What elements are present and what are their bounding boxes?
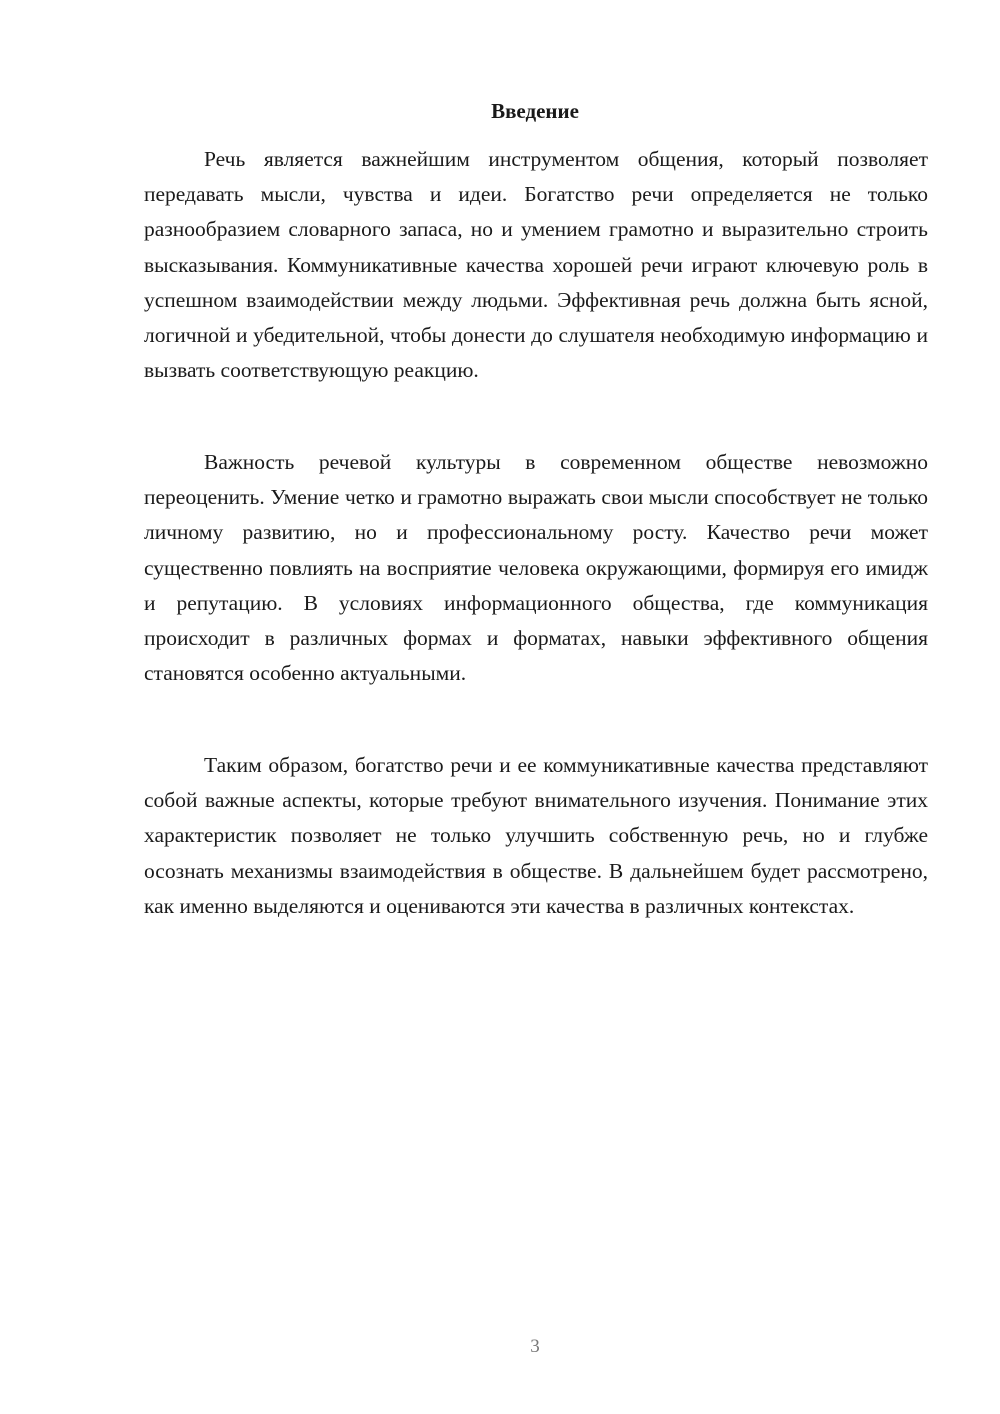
page-title: Введение (491, 99, 579, 123)
paragraph-2: Важность речевой культуры в современном обществе невозможно переоценить. Умение четко и грамотно выражать свои мысли способствует не только личному развитию, но и профессиональному росту. Качество речи может существенно повлиять на восприятие человека окружающими, формируя его имидж и репутацию. В условиях информационного общества, где коммуникация происходит в различных формах и форматах, навыки эффективного общения становятся особенно актуальными. (144, 450, 928, 686)
page-number: 3 (530, 1336, 540, 1357)
paragraph-1: Речь является важнейшим инструментом общения, который позволяет передавать мысли, чувства и идеи. Богатство речи определяется не только разнообразием словарного запаса, но и умением грамотно и выразительно строить высказывания. Коммуникативные качества хорошей речи играют ключевую роль в успешном взаимодействии между людьми. Эффективная речь должна быть ясной, логичной и убедительной, чтобы донести до слушателя необходимую информацию и вызвать соответствующую реакцию. (144, 147, 928, 383)
paragraph-3: Таким образом, богатство речи и ее коммуникативные качества представляют собой важные аспекты, которые требуют внимательного изучения. Понимание этих характеристик позволяет не только улучшить собственную речь, но и глубже осознать механизмы взаимодействия в обществе. В дальнейшем будет рассмотрено, как именно выделяются и оцениваются эти качества в различных контекстах. (144, 753, 928, 918)
